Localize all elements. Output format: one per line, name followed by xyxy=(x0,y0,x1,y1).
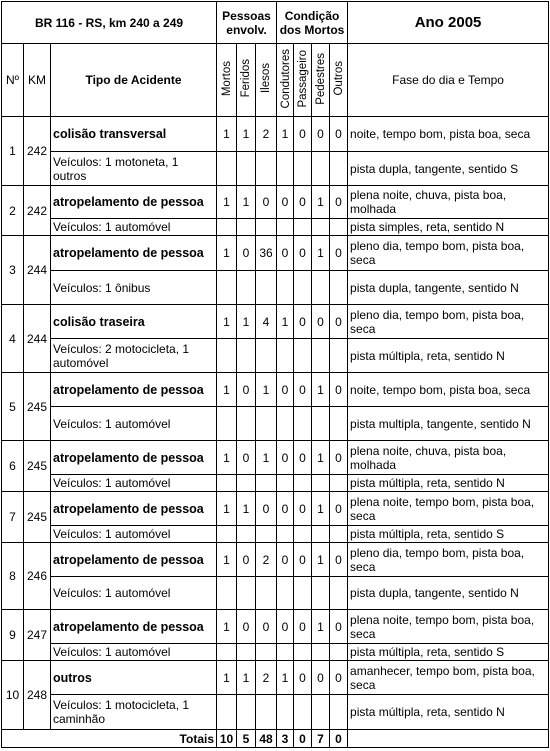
count-mortos: 1 xyxy=(217,661,237,695)
count-passageiro: 0 xyxy=(294,492,312,526)
accident-road: pista múltipla, reta, sentido S xyxy=(348,526,549,543)
empty-cell xyxy=(256,695,277,730)
accident-km: 247 xyxy=(24,610,51,661)
accident-vehicles: Veículos: 1 automóvel xyxy=(51,644,217,661)
col-header-km: KM xyxy=(24,44,51,117)
empty-cell xyxy=(217,526,237,543)
accident-detail-row xyxy=(2,339,549,373)
count-feridos: 0 xyxy=(237,441,256,475)
accident-type: atropelamento de pessoa xyxy=(51,186,217,219)
accident-km: 242 xyxy=(24,186,51,236)
empty-cell xyxy=(277,644,294,661)
empty-cell xyxy=(312,152,330,186)
empty-cell xyxy=(330,577,348,610)
empty-cell xyxy=(237,526,256,543)
count-feridos: 1 xyxy=(237,492,256,526)
accident-vehicles: Veículos: 1 automóvel xyxy=(51,219,217,236)
accident-conditions: amanhecer, tempo bom, pista boa, seca xyxy=(348,661,549,695)
count-mortos: 1 xyxy=(217,492,237,526)
count-passageiro: 0 xyxy=(294,543,312,577)
count-feridos: 1 xyxy=(237,305,256,339)
accident-type: atropelamento de pessoa xyxy=(51,441,217,475)
count-pedestres: 1 xyxy=(312,236,330,271)
empty-cell xyxy=(294,407,312,441)
empty-cell xyxy=(277,526,294,543)
accident-conditions: plena noite, chuva, pista boa, molhada xyxy=(348,441,549,475)
empty-cell xyxy=(330,644,348,661)
accident-vehicles: Veículos: 1 motoneta, 1 outros xyxy=(51,152,217,186)
count-condutores: 0 xyxy=(277,236,294,271)
empty-cell xyxy=(312,475,330,492)
count-condutores: 0 xyxy=(277,492,294,526)
count-outros: 0 xyxy=(330,610,348,644)
count-ilesos: 36 xyxy=(256,236,277,271)
empty-cell xyxy=(277,475,294,492)
empty-cell xyxy=(256,577,277,610)
count-condutores: 1 xyxy=(277,117,294,152)
count-feridos: 0 xyxy=(237,373,256,407)
count-mortos: 1 xyxy=(217,305,237,339)
empty-cell xyxy=(312,526,330,543)
accident-type: atropelamento de pessoa xyxy=(51,610,217,644)
accident-row xyxy=(2,117,549,152)
accident-row xyxy=(2,661,549,695)
empty-cell xyxy=(312,644,330,661)
totals-label: Totais xyxy=(2,730,217,748)
accident-road: pista multipla, tangente, sentido N xyxy=(348,407,549,441)
accident-conditions: plena noite, tempo bom, pista boa, seca xyxy=(348,492,549,526)
empty-cell xyxy=(294,219,312,236)
accident-conditions: pleno dia, tempo bom, pista boa, seca xyxy=(348,236,549,271)
accident-km: 244 xyxy=(24,236,51,305)
accident-conditions: plena noite, tempo bom, pista boa, seca xyxy=(348,610,549,644)
accident-road: pista simples, reta, sentido N xyxy=(348,219,549,236)
accident-road: pista dupla, tangente, sentido N xyxy=(348,271,549,305)
empty-cell xyxy=(312,407,330,441)
count-ilesos: 0 xyxy=(256,610,277,644)
accident-vehicles: Veículos: 1 automóvel xyxy=(51,407,217,441)
empty-cell xyxy=(294,526,312,543)
count-outros: 0 xyxy=(330,186,348,219)
total-mortos: 10 xyxy=(217,730,237,748)
accident-vehicles: Veículos: 1 ônibus xyxy=(51,271,217,305)
count-outros: 0 xyxy=(330,373,348,407)
empty-cell xyxy=(330,407,348,441)
accident-km: 245 xyxy=(24,441,51,492)
count-feridos: 1 xyxy=(237,117,256,152)
count-passageiro: 0 xyxy=(294,373,312,407)
count-feridos: 1 xyxy=(237,661,256,695)
empty-cell xyxy=(277,695,294,730)
accident-number: 9 xyxy=(2,610,24,661)
accident-road: pista múltipla, reta, sentido N xyxy=(348,695,549,730)
empty-cell xyxy=(237,644,256,661)
col-header-condutores: Condutores xyxy=(277,44,294,117)
accident-number: 4 xyxy=(2,305,24,373)
count-pedestres: 0 xyxy=(312,661,330,695)
accident-detail-row xyxy=(2,475,549,492)
count-ilesos: 4 xyxy=(256,305,277,339)
count-outros: 0 xyxy=(330,661,348,695)
col-header-outros: Outros xyxy=(330,44,348,117)
count-pedestres: 0 xyxy=(312,117,330,152)
accident-detail-row xyxy=(2,577,549,610)
count-ilesos: 1 xyxy=(256,441,277,475)
accident-row xyxy=(2,492,549,526)
accident-type: atropelamento de pessoa xyxy=(51,492,217,526)
col-header-n: Nº xyxy=(2,44,24,117)
accident-km: 246 xyxy=(24,543,51,610)
empty-cell xyxy=(294,695,312,730)
count-passageiro: 0 xyxy=(294,117,312,152)
empty-cell xyxy=(277,577,294,610)
count-mortos: 1 xyxy=(217,610,237,644)
count-feridos: 0 xyxy=(237,236,256,271)
accident-number: 2 xyxy=(2,186,24,236)
accident-km: 245 xyxy=(24,373,51,441)
accident-number: 5 xyxy=(2,373,24,441)
accident-type: outros xyxy=(51,661,217,695)
count-pedestres: 1 xyxy=(312,610,330,644)
count-condutores: 0 xyxy=(277,441,294,475)
accident-row xyxy=(2,186,549,219)
empty-cell xyxy=(237,475,256,492)
count-condutores: 1 xyxy=(277,305,294,339)
empty-cell xyxy=(237,577,256,610)
col-header-fase: Fase do dia e Tempo xyxy=(348,44,549,117)
count-passageiro: 0 xyxy=(294,661,312,695)
count-ilesos: 2 xyxy=(256,543,277,577)
empty-cell xyxy=(237,219,256,236)
count-ilesos: 0 xyxy=(256,492,277,526)
empty-cell xyxy=(330,695,348,730)
count-outros: 0 xyxy=(330,236,348,271)
total-passageiro: 0 xyxy=(294,730,312,748)
empty-cell xyxy=(277,152,294,186)
count-pedestres: 1 xyxy=(312,373,330,407)
count-outros: 0 xyxy=(330,117,348,152)
empty-cell xyxy=(217,339,237,373)
empty-cell xyxy=(256,407,277,441)
col-header-mortos: Mortos xyxy=(217,44,237,117)
count-feridos: 1 xyxy=(237,186,256,219)
accident-detail-row xyxy=(2,152,549,186)
empty-cell xyxy=(237,271,256,305)
table-title: BR 116 - RS, km 240 a 249 xyxy=(2,2,217,44)
count-outros: 0 xyxy=(330,492,348,526)
count-ilesos: 1 xyxy=(256,373,277,407)
accident-km: 245 xyxy=(24,492,51,543)
count-outros: 0 xyxy=(330,543,348,577)
count-feridos: 0 xyxy=(237,543,256,577)
accident-road: pista múltipla, reta, sentido S xyxy=(348,644,549,661)
empty-cell xyxy=(312,271,330,305)
empty-cell xyxy=(217,407,237,441)
count-condutores: 0 xyxy=(277,610,294,644)
col-header-ilesos: Ilesos xyxy=(256,44,277,117)
count-mortos: 1 xyxy=(217,236,237,271)
empty-cell xyxy=(237,339,256,373)
count-passageiro: 0 xyxy=(294,305,312,339)
empty-cell xyxy=(294,152,312,186)
count-ilesos: 0 xyxy=(256,186,277,219)
accident-detail-row xyxy=(2,526,549,543)
count-passageiro: 0 xyxy=(294,610,312,644)
empty-cell xyxy=(330,219,348,236)
empty-cell xyxy=(294,644,312,661)
accident-number: 7 xyxy=(2,492,24,543)
accident-number: 1 xyxy=(2,117,24,186)
empty-cell xyxy=(237,152,256,186)
accident-number: 6 xyxy=(2,441,24,492)
empty-cell xyxy=(217,475,237,492)
empty-cell xyxy=(217,695,237,730)
empty-cell xyxy=(256,219,277,236)
accident-detail-row xyxy=(2,271,549,305)
count-passageiro: 0 xyxy=(294,441,312,475)
accident-vehicles: Veículos: 1 automóvel xyxy=(51,475,217,492)
empty-cell xyxy=(277,271,294,305)
col-header-passageiro: Passageiro xyxy=(294,44,312,117)
count-mortos: 1 xyxy=(217,373,237,407)
empty-cell xyxy=(217,644,237,661)
count-pedestres: 0 xyxy=(312,305,330,339)
count-mortos: 1 xyxy=(217,117,237,152)
accident-vehicles: Veículos: 1 automóvel xyxy=(51,577,217,610)
pessoas-envolvidas-header: Pessoas envolv. xyxy=(217,2,277,44)
empty-cell xyxy=(277,407,294,441)
count-outros: 0 xyxy=(330,305,348,339)
empty-cell xyxy=(217,152,237,186)
count-mortos: 1 xyxy=(217,441,237,475)
empty-cell xyxy=(277,339,294,373)
condicao-mortos-header: Condição dos Mortos xyxy=(277,2,348,44)
empty-cell xyxy=(217,577,237,610)
count-ilesos: 2 xyxy=(256,117,277,152)
count-ilesos: 2 xyxy=(256,661,277,695)
accident-row xyxy=(2,305,549,339)
accident-road: pista múltipla, reta, sentido N xyxy=(348,339,549,373)
count-outros: 0 xyxy=(330,441,348,475)
accident-row xyxy=(2,543,549,577)
accident-number: 10 xyxy=(2,661,24,730)
accident-conditions: noite, tempo bom, pista boa, seca xyxy=(348,117,549,152)
count-pedestres: 1 xyxy=(312,441,330,475)
count-mortos: 1 xyxy=(217,543,237,577)
accident-row xyxy=(2,236,549,271)
empty-cell xyxy=(256,475,277,492)
accident-type: colisão traseira xyxy=(51,305,217,339)
empty-cell xyxy=(294,577,312,610)
accident-detail-row xyxy=(2,407,549,441)
accident-type: atropelamento de pessoa xyxy=(51,236,217,271)
empty-cell xyxy=(312,339,330,373)
accident-road: pista dupla, tangente, sentido N xyxy=(348,577,549,610)
totals-row xyxy=(2,730,549,748)
count-passageiro: 0 xyxy=(294,236,312,271)
count-pedestres: 1 xyxy=(312,492,330,526)
accident-conditions: noite, tempo bom, pista boa, seca xyxy=(348,373,549,407)
accident-row xyxy=(2,441,549,475)
accident-km: 244 xyxy=(24,305,51,373)
accident-vehicles: Veículos: 2 motocicleta, 1 automóvel xyxy=(51,339,217,373)
accident-detail-row xyxy=(2,219,549,236)
accident-road: pista dupla, tangente, sentido S xyxy=(348,152,549,186)
total-ilesos: 48 xyxy=(256,730,277,748)
count-passageiro: 0 xyxy=(294,186,312,219)
empty-cell xyxy=(217,271,237,305)
empty-cell xyxy=(330,152,348,186)
empty-cell xyxy=(256,339,277,373)
empty-cell xyxy=(312,695,330,730)
accident-number: 3 xyxy=(2,236,24,305)
empty-cell xyxy=(312,219,330,236)
empty-cell xyxy=(256,526,277,543)
count-pedestres: 1 xyxy=(312,186,330,219)
accident-row xyxy=(2,610,549,644)
accident-type: colisão transversal xyxy=(51,117,217,152)
count-condutores: 0 xyxy=(277,186,294,219)
col-header-tipo: Tipo de Acidente xyxy=(51,44,217,117)
accident-road: pista múltipla, reta, sentido N xyxy=(348,475,549,492)
empty-cell xyxy=(330,475,348,492)
accident-detail-row xyxy=(2,644,549,661)
count-pedestres: 1 xyxy=(312,543,330,577)
accident-number: 8 xyxy=(2,543,24,610)
total-outros: 0 xyxy=(330,730,348,748)
year-header: Ano 2005 xyxy=(348,2,549,44)
col-header-feridos: Feridos xyxy=(237,44,256,117)
empty-cell xyxy=(256,152,277,186)
accident-conditions: plena noite, chuva, pista boa, molhada xyxy=(348,186,549,219)
accident-vehicles: Veículos: 1 automóvel xyxy=(51,526,217,543)
col-header-pedestres: Pedestres xyxy=(312,44,330,117)
count-mortos: 1 xyxy=(217,186,237,219)
empty-cell xyxy=(277,219,294,236)
total-condutores: 3 xyxy=(277,730,294,748)
empty-cell xyxy=(256,644,277,661)
total-feridos: 5 xyxy=(237,730,256,748)
accidents-table xyxy=(1,1,549,748)
empty-cell xyxy=(217,219,237,236)
empty-cell xyxy=(294,271,312,305)
empty-cell xyxy=(237,407,256,441)
accident-km: 248 xyxy=(24,661,51,730)
empty-cell xyxy=(256,271,277,305)
empty-cell xyxy=(330,526,348,543)
accident-detail-row xyxy=(2,695,549,730)
empty-cell xyxy=(330,339,348,373)
empty-cell xyxy=(330,271,348,305)
accident-km: 242 xyxy=(24,117,51,186)
accident-type: atropelamento de pessoa xyxy=(51,373,217,407)
empty-cell xyxy=(312,577,330,610)
count-condutores: 1 xyxy=(277,661,294,695)
count-feridos: 0 xyxy=(237,610,256,644)
count-condutores: 0 xyxy=(277,373,294,407)
empty-cell xyxy=(237,695,256,730)
accident-conditions: pleno dia, tempo bom, pista boa, seca xyxy=(348,305,549,339)
accident-type: atropelamento de pessoa xyxy=(51,543,217,577)
total-pedestres: 7 xyxy=(312,730,330,748)
accident-conditions: pleno dia, tempo bom, pista boa, seca xyxy=(348,543,549,577)
empty-cell xyxy=(348,730,549,748)
empty-cell xyxy=(294,339,312,373)
accident-vehicles: Veículos: 1 motocicleta, 1 caminhão xyxy=(51,695,217,730)
empty-cell xyxy=(294,475,312,492)
accident-row xyxy=(2,373,549,407)
count-condutores: 0 xyxy=(277,543,294,577)
